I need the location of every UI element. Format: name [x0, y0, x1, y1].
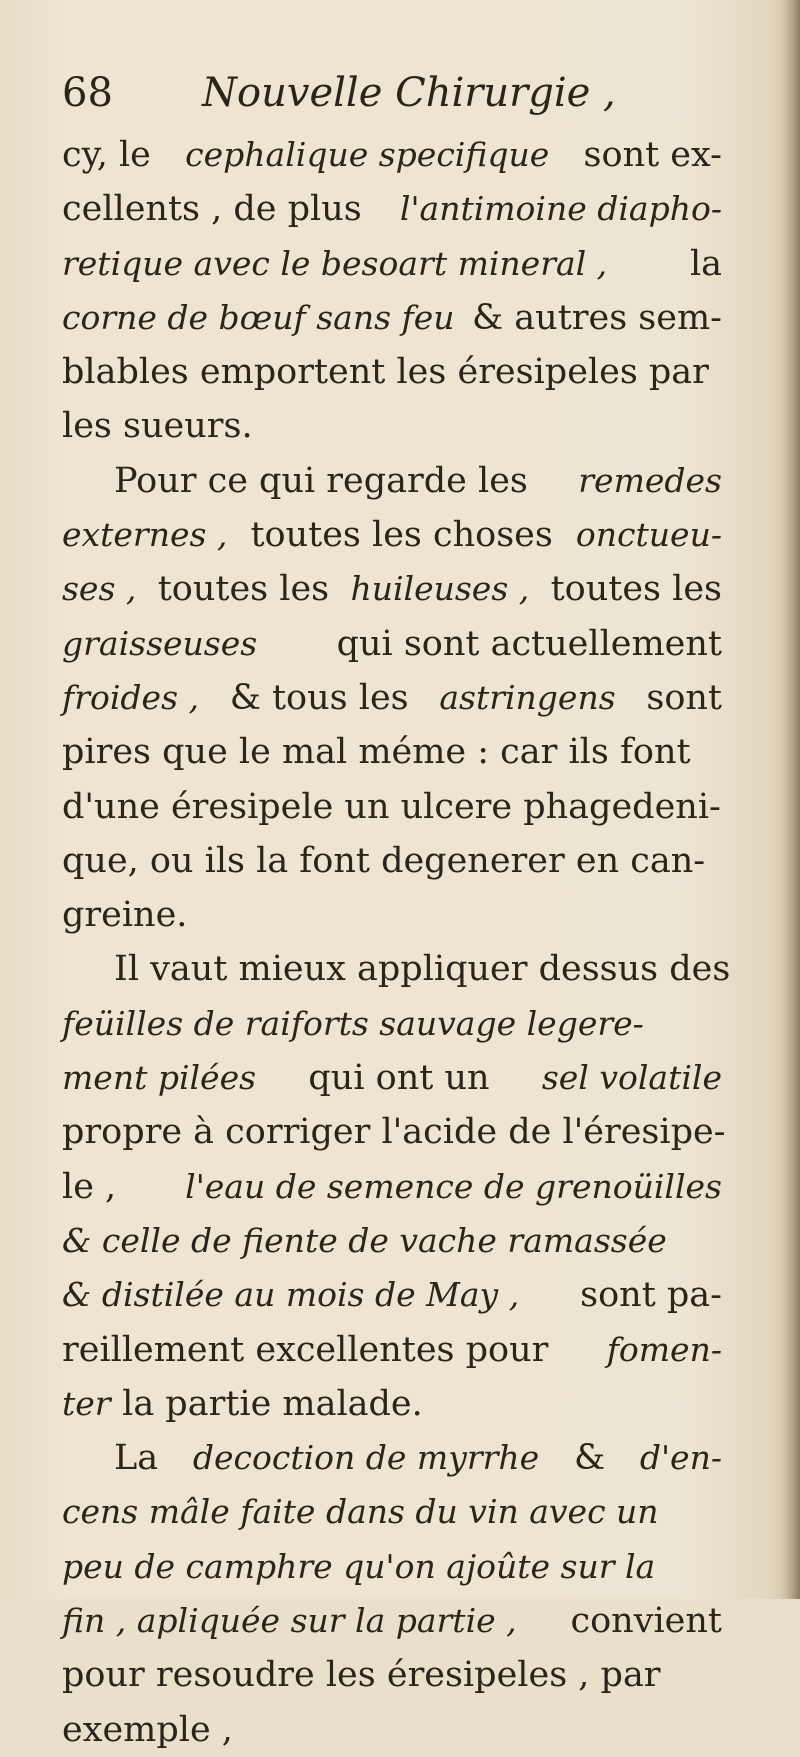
text-line	[62, 1214, 722, 1268]
italic-segment: onctueu-	[575, 515, 722, 555]
text-segment: cellents , de plus	[62, 189, 362, 230]
text-line	[62, 1051, 722, 1105]
italic-segment: & distilée au mois de May ,	[62, 1275, 520, 1315]
text-segment: que, ou ils la font degenerer en can-	[62, 840, 706, 881]
italic-segment: ses ,	[62, 569, 137, 609]
italic-segment: ter	[62, 1383, 111, 1423]
text-line	[62, 1648, 722, 1702]
text-line	[62, 1594, 722, 1648]
running-title: Nouvelle Chirurgie ,	[202, 70, 616, 116]
text-segment: &	[573, 1438, 606, 1479]
italic-segment: huileuses ,	[350, 569, 530, 609]
italic-segment: sel volatile	[541, 1058, 722, 1098]
text-segment: La	[114, 1438, 159, 1479]
text-segment: toutes les	[550, 569, 722, 610]
text-segment: exemple ,	[62, 1709, 233, 1750]
text-line	[62, 128, 722, 182]
italic-segment: l'eau de semence de grenoüilles	[185, 1166, 722, 1206]
text-line	[62, 780, 722, 834]
italic-segment: astringens	[439, 677, 616, 717]
text-line	[62, 1540, 722, 1594]
text-line	[62, 1323, 722, 1377]
text-line	[62, 1431, 722, 1485]
italic-segment: cephalique specifique	[185, 135, 550, 174]
text-segment: qui sont actuellement	[336, 623, 722, 664]
text-line	[62, 834, 722, 888]
text-line	[62, 1268, 722, 1322]
text-segment: le ,	[62, 1166, 117, 1207]
italic-segment: ment pilées	[62, 1058, 257, 1098]
text-line	[62, 1703, 722, 1757]
text-line	[62, 1105, 726, 1159]
italic-segment: externes ,	[62, 515, 228, 555]
italic-segment: retique avec le besoart mineral ,	[62, 243, 608, 283]
italic-segment: fin , apliquée sur la partie ,	[62, 1601, 517, 1641]
italic-segment: decoction de myrrhe	[192, 1438, 540, 1478]
text-segment: cy, le	[62, 135, 151, 175]
text-line	[62, 1377, 722, 1431]
text-segment: toutes les choses	[250, 515, 553, 556]
text-segment: les sueurs.	[62, 406, 253, 447]
text-segment: sont	[646, 677, 722, 718]
text-line	[62, 888, 722, 942]
text-segment: Pour ce qui regarde les	[114, 460, 528, 501]
text-segment: la	[689, 243, 722, 284]
text-segment: blables emportent les éresipeles par	[62, 352, 709, 393]
text-segment: propre à corriger l'acide de l'éresipe-	[62, 1112, 726, 1153]
text-segment: & autres sem-	[472, 297, 722, 338]
text-line	[62, 291, 722, 345]
text-segment: & tous les	[229, 677, 409, 718]
page-edge-shadow	[782, 0, 800, 1599]
text-segment: qui ont un	[308, 1058, 490, 1099]
italic-segment: d'en-	[639, 1438, 722, 1478]
page-text	[62, 128, 731, 1757]
italic-segment: fomen-	[606, 1329, 722, 1369]
text-line	[62, 1485, 722, 1539]
italic-segment: l'antimoine diapho-	[399, 189, 722, 229]
text-segment: pires que le mal méme : car ils font	[62, 732, 691, 773]
text-line	[62, 399, 722, 453]
text-segment: sont ex-	[583, 135, 722, 175]
text-segment: reillement excellentes pour	[62, 1329, 549, 1370]
italic-segment: & celle de fiente de vache ramassée	[62, 1220, 667, 1260]
italic-segment: peu de camphre qu'on ajoûte sur la	[62, 1546, 656, 1586]
text-segment: pour resoudre les éresipeles , par	[62, 1655, 661, 1696]
text-segment: convient	[570, 1601, 722, 1642]
italic-segment: cens mâle faite dans du vin avec un	[62, 1492, 659, 1532]
text-line	[62, 617, 722, 671]
italic-segment: corne de bœuf sans feu	[62, 297, 455, 337]
italic-segment: graisseuses	[62, 623, 258, 663]
text-segment: sont pa-	[580, 1275, 722, 1316]
italic-segment: froides ,	[62, 677, 199, 717]
text-segment: d'une éresipele un ulcere phagedeni-	[62, 786, 721, 827]
text-line	[62, 345, 722, 399]
page-number: 68	[62, 70, 113, 116]
italic-segment: remedes	[578, 460, 722, 500]
text-segment: la partie malade.	[122, 1383, 423, 1424]
text-segment: greine.	[62, 895, 188, 936]
text-segment: Il vaut mieux appliquer dessus des	[114, 949, 731, 990]
text-line	[62, 562, 722, 616]
text-line	[62, 1160, 722, 1214]
page-header	[62, 58, 742, 128]
text-line	[62, 508, 722, 562]
italic-segment: feüilles de raiforts sauvage legere-	[62, 1003, 644, 1043]
text-line	[62, 182, 722, 236]
text-line	[62, 725, 722, 779]
text-line	[62, 454, 722, 508]
text-segment: toutes les	[157, 569, 330, 610]
text-line	[62, 997, 722, 1051]
text-line	[62, 671, 722, 725]
text-line	[62, 942, 731, 996]
text-line	[62, 237, 722, 291]
